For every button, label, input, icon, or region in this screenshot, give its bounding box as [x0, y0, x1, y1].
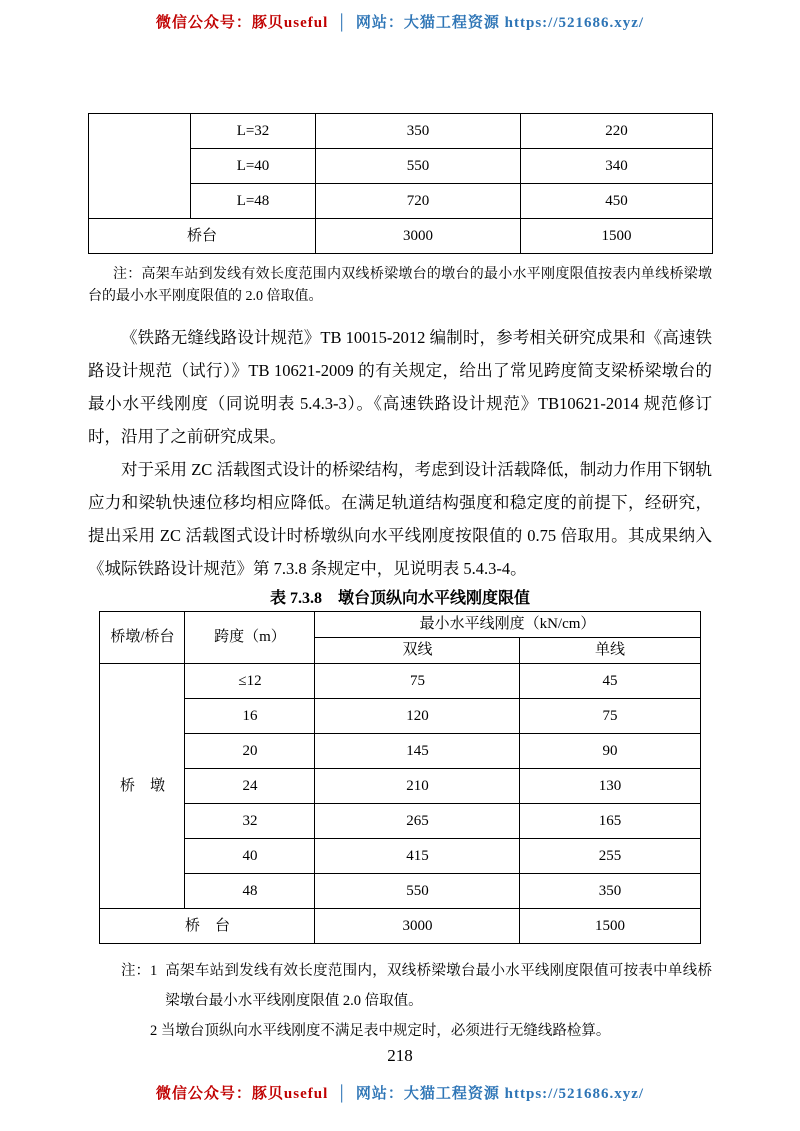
abutment-label-cell: 桥 台: [100, 909, 315, 944]
header-span: 跨度（m）: [185, 612, 315, 664]
note-1: [121, 956, 712, 1016]
span-cell: 24: [185, 769, 315, 804]
header-pier-abutment: 桥墩/桥台: [100, 612, 185, 664]
paragraph-1: 《铁路无缝线路设计规范》TB 10015-2012 编制时，参考相关研究成果和《高速铁路设计规范（试行）》TB 10621-2009 的有关规定，给出了常见跨度简支梁桥梁墩台的最小水平线刚度（同说明表 5.4.3-3）。《高速铁路设计规范》TB10621-2014 规范修订时，沿用了之前研究成果。: [88, 328, 712, 446]
table-row: [100, 839, 700, 874]
pier-label-cell-empty: [89, 114, 191, 219]
wechat-account-label: 微信公众号：豚贝useful: [155, 15, 329, 31]
span-cell: 40: [185, 839, 315, 874]
note-under-table: 注：高架车站到发线有效长度范围内双线桥梁墩台的墩台的最小水平刚度限值按表内单线桥梁墩台的最小水平刚度限值的 2.0 倍取值。: [88, 267, 712, 304]
note-1-text: 高架车站到发线有效长度范围内，双线桥梁墩台最小水平线刚度限值可按表中单线桥梁墩台最小水平线刚度限值 2.0 倍取值。: [165, 963, 712, 1009]
single-line-cell: 75: [520, 699, 700, 734]
single-line-cell: 340: [521, 149, 713, 184]
single-line-cell: 220: [521, 114, 713, 149]
table-row: [100, 664, 700, 699]
pier-group-label: 桥 墩: [100, 664, 185, 909]
double-line-cell: 75: [315, 664, 520, 699]
table-row: [100, 769, 700, 804]
single-line-cell: 350: [520, 874, 700, 909]
abutment-label-cell: 桥台: [89, 219, 316, 254]
single-line-cell: 130: [520, 769, 700, 804]
span-cell: L=32: [191, 114, 316, 149]
wechat-account-label: 微信公众号：豚贝useful: [155, 1086, 329, 1102]
header-single-line: 单线: [520, 638, 700, 664]
single-line-cell: 1500: [521, 219, 713, 254]
table-notes: [121, 956, 712, 1046]
single-line-cell: 255: [520, 839, 700, 874]
table-row-abutment: [89, 219, 713, 254]
single-line-cell: 165: [520, 804, 700, 839]
span-cell: 20: [185, 734, 315, 769]
table-row: [100, 874, 700, 909]
double-line-cell: 3000: [316, 219, 521, 254]
table-row: [100, 699, 700, 734]
double-line-cell: 265: [315, 804, 520, 839]
double-line-cell: 550: [316, 149, 521, 184]
header-double-line: 双线: [315, 638, 520, 664]
span-cell: ≤12: [185, 664, 315, 699]
site-link[interactable]: 网站：大猫工程资源 https://521686.xyz/: [355, 1086, 645, 1102]
stiffness-limit-table: [99, 611, 700, 944]
single-line-cell: 1500: [520, 909, 700, 944]
span-cell: 16: [185, 699, 315, 734]
table-row: [100, 804, 700, 839]
footer-banner: [0, 1084, 800, 1104]
span-cell: L=40: [191, 149, 316, 184]
span-cell: 32: [185, 804, 315, 839]
table-row-abutment: [100, 909, 700, 944]
single-line-cell: 90: [520, 734, 700, 769]
double-line-cell: 210: [315, 769, 520, 804]
double-line-cell: 120: [315, 699, 520, 734]
banner-separator: │: [336, 1086, 348, 1102]
paragraph-2: 对于采用 ZC 活载图式设计的桥梁结构，考虑到设计活载降低，制动力作用下钢轨应力和梁轨快速位移均相应降低。在满足轨道结构强度和稳定度的前提下，经研究，提出采用 ZC 活载图式设计时桥墩纵向水平线刚度按限值的 0.75 倍取用。其成果纳入《城际铁路设计规范》第 7.3.8 条规定中，见说明表 5.4.3-4。: [88, 460, 712, 578]
note-prefix: 注：1: [121, 963, 158, 979]
continued-stiffness-table: [88, 113, 713, 254]
span-cell: 48: [185, 874, 315, 909]
double-line-cell: 350: [316, 114, 521, 149]
header-stiffness-group: 最小水平线刚度（kN/cm）: [315, 612, 700, 638]
header-banner: [0, 0, 800, 33]
double-line-cell: 720: [316, 184, 521, 219]
page-number: 218: [387, 1046, 413, 1065]
site-link[interactable]: 网站：大猫工程资源 https://521686.xyz/: [355, 15, 645, 31]
single-line-cell: 45: [520, 664, 700, 699]
double-line-cell: 550: [315, 874, 520, 909]
table-row: [100, 734, 700, 769]
table-header-row: [100, 612, 700, 638]
note-2: 2 当墩台顶纵向水平线刚度不满足表中规定时，必须进行无缝线路检算。: [150, 1023, 611, 1039]
double-line-cell: 415: [315, 839, 520, 874]
table-row: [89, 114, 713, 149]
span-cell: L=48: [191, 184, 316, 219]
double-line-cell: 3000: [315, 909, 520, 944]
table-title: 表 7.3.8 墩台顶纵向水平线刚度限值: [269, 590, 530, 607]
double-line-cell: 145: [315, 734, 520, 769]
banner-separator: │: [336, 15, 348, 31]
single-line-cell: 450: [521, 184, 713, 219]
